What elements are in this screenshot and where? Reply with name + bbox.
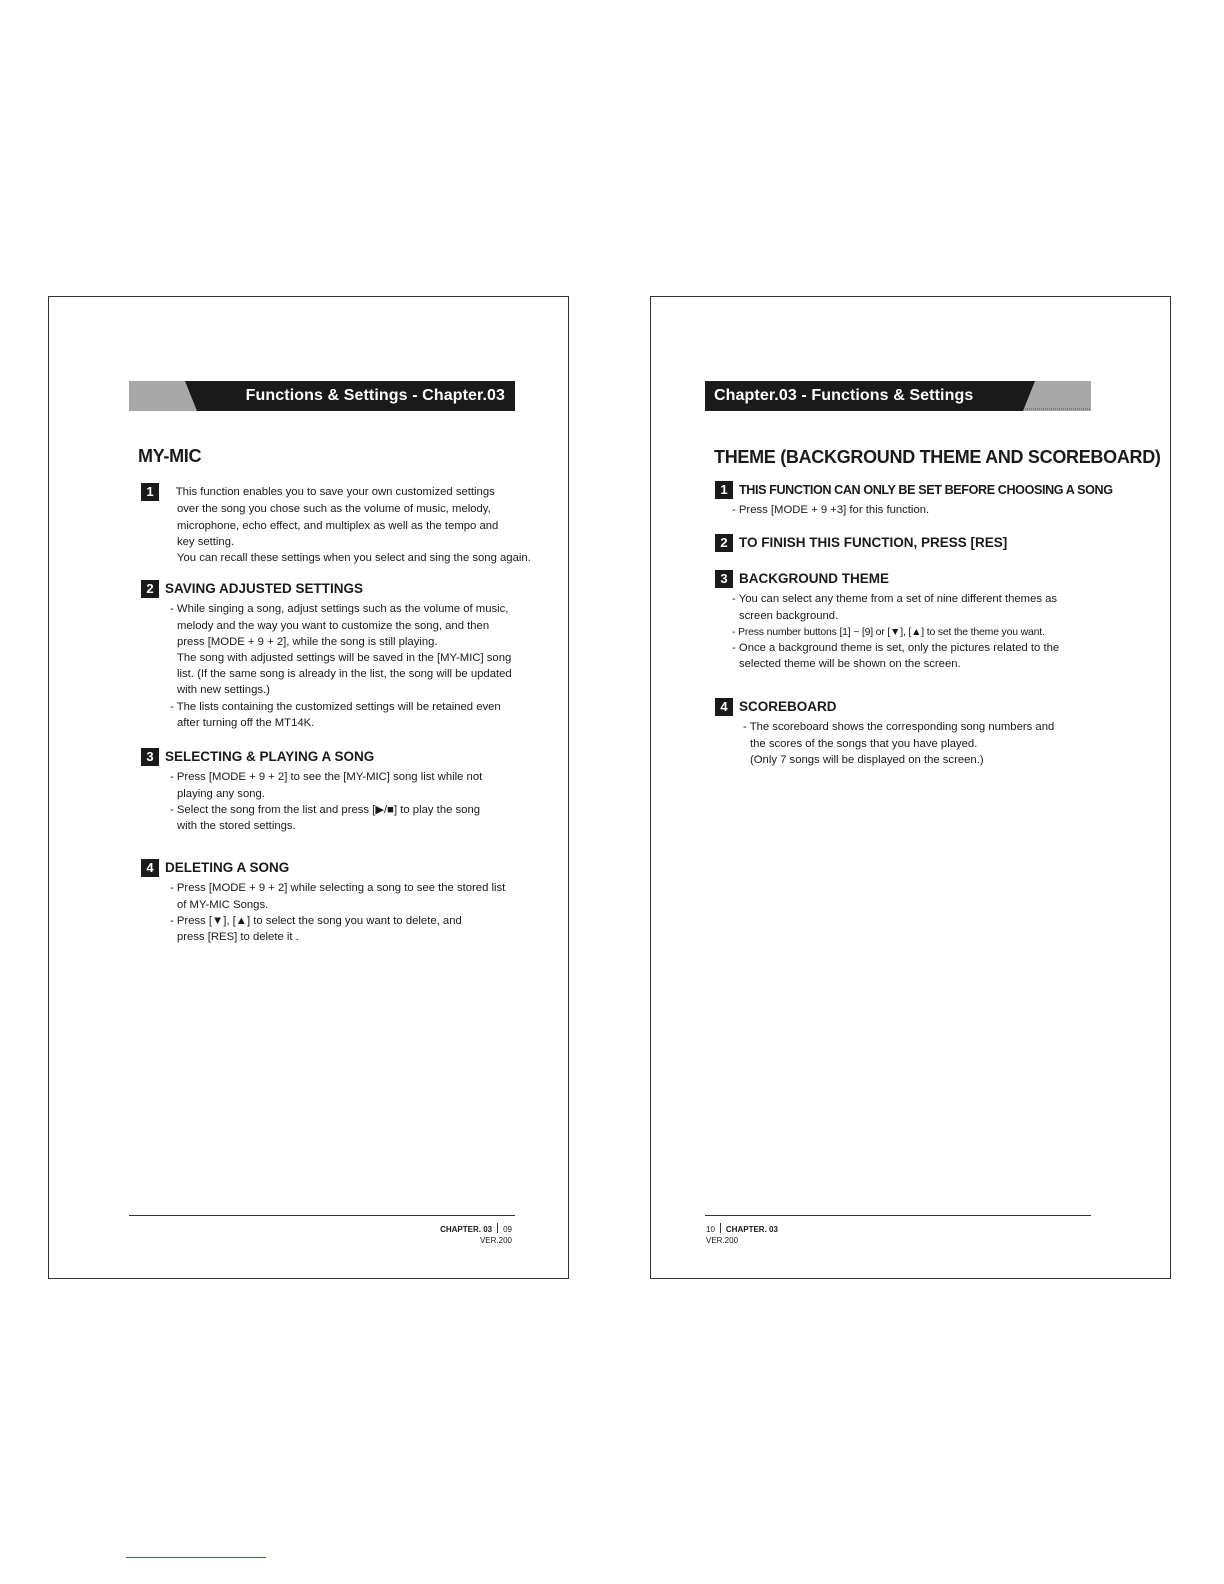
item-text-line: - Once a background theme is set, only the pictures related to the	[732, 642, 1060, 655]
theme-item-1	[715, 481, 1113, 519]
item-number-badge: 1	[141, 483, 159, 501]
item-text-line: This function enables you to save your own customized settings	[175, 486, 495, 499]
item-text-line: with new settings.)	[177, 684, 270, 697]
item-number-badge: 2	[715, 534, 733, 552]
item-heading: DELETING A SONG	[165, 860, 290, 876]
footer-chapter: CHAPTER. 03	[725, 1225, 778, 1234]
item-heading: THIS FUNCTION CAN ONLY BE SET BEFORE CHOOSING A SONG	[739, 483, 1113, 498]
item-text-line: microphone, echo effect, and multiplex as well as the tempo and	[177, 519, 499, 532]
manual-page-left	[48, 296, 569, 1279]
item-heading: BACKGROUND THEME	[739, 571, 889, 587]
item-number-badge: 1	[715, 481, 733, 499]
item-text-line: - While singing a song, adjust settings such as the volume of music,	[170, 603, 509, 616]
item-text-line: - Press [MODE + 9 + 2] to see the [MY-MIC] song list while not	[170, 771, 483, 784]
my-mic-item-1	[141, 483, 531, 566]
theme-item-4	[715, 698, 1090, 768]
footer-version: VER.200	[479, 1236, 512, 1245]
item-heading: SAVING ADJUSTED SETTINGS	[165, 581, 364, 597]
item-heading: SCOREBOARD	[739, 699, 837, 715]
footer-page-number: 10	[706, 1225, 715, 1234]
item-heading: TO FINISH THIS FUNCTION, PRESS [RES]	[739, 535, 1008, 551]
my-mic-item-4	[141, 859, 516, 945]
item-number-badge: 3	[715, 570, 733, 588]
item-text-line: - Press [MODE + 9 + 2] while selecting a song to see the stored list	[170, 882, 506, 895]
chapter-banner-left	[129, 381, 515, 411]
item-number-badge: 3	[141, 748, 159, 766]
item-text-line: press [RES] to delete it .	[177, 931, 299, 944]
item-text-line: The song with adjusted settings will be saved in the [MY-MIC] song	[177, 652, 512, 665]
footer-page-number: 09	[503, 1225, 512, 1234]
item-text-line: You can recall these settings when you select and sing the song again.	[177, 552, 531, 565]
item-heading: SELECTING & PLAYING A SONG	[165, 749, 375, 765]
item-text-line: melody and the way you want to customize the song, and then	[177, 619, 490, 632]
my-mic-item-3	[141, 748, 516, 834]
footer-right	[706, 1223, 778, 1246]
item-text-line: playing any song.	[177, 787, 265, 800]
item-text-line: list. (If the same song is already in the list, the song will be updated	[177, 668, 512, 681]
item-number-badge: 2	[141, 580, 159, 598]
blue-underline-mark	[126, 1557, 266, 1558]
footer-rule-right	[705, 1215, 1091, 1216]
item-text-line: - Press number buttons [1] ~ [9] or [▼], [▲] to set the theme you want.	[732, 625, 1045, 638]
item-text-line: - Press [▼], [▲] to select the song you want to delete, and	[170, 914, 462, 927]
theme-item-2	[715, 534, 1090, 552]
footer-version: VER.200	[706, 1236, 739, 1245]
item-text-line: selected theme will be shown on the screen.	[739, 658, 961, 671]
item-text-line: - You can select any theme from a set of nine different themes as	[732, 593, 1058, 606]
item-text-line: - The lists containing the customized settings will be retained even	[170, 700, 501, 713]
manual-page-right	[650, 296, 1171, 1279]
banner-title-right: Chapter.03 - Functions & Settings	[714, 387, 974, 404]
item-text-line: - Select the song from the list and press [▶/■] to play the song	[170, 803, 481, 816]
footer-separator	[720, 1223, 721, 1233]
item-number-badge: 4	[141, 859, 159, 877]
item-text-line: with the stored settings.	[177, 820, 296, 833]
item-text-line: key setting.	[177, 535, 235, 548]
footer-rule-left	[129, 1215, 515, 1216]
banner-title-left: Functions & Settings - Chapter.03	[245, 387, 505, 404]
item-text-line: - The scoreboard shows the corresponding song numbers and	[743, 721, 1055, 734]
item-text-line: the scores of the songs that you have played.	[750, 737, 978, 750]
theme-item-3	[715, 570, 1090, 672]
item-text-line: screen background.	[739, 609, 839, 622]
item-text-line: over the song you chose such as the volume of music, melody,	[177, 503, 491, 516]
footer-left	[440, 1223, 512, 1246]
chapter-banner-right	[705, 381, 1091, 411]
section-title-my-mic: MY-MIC	[138, 446, 202, 466]
item-text-line: after turning off the MT14K.	[177, 716, 315, 729]
item-text-line: of MY-MIC Songs.	[177, 898, 269, 911]
my-mic-item-2	[141, 580, 516, 731]
section-title-theme: THEME (BACKGROUND THEME AND SCOREBOARD)	[714, 447, 1161, 467]
item-number-badge: 4	[715, 698, 733, 716]
item-text-line: press [MODE + 9 + 2], while the song is still playing.	[177, 635, 438, 648]
footer-chapter: CHAPTER. 03	[440, 1225, 493, 1234]
item-text-line: - Press [MODE + 9 +3] for this function.	[732, 504, 930, 517]
footer-separator	[497, 1223, 498, 1233]
item-text-line: (Only 7 songs will be displayed on the screen.)	[750, 753, 984, 766]
